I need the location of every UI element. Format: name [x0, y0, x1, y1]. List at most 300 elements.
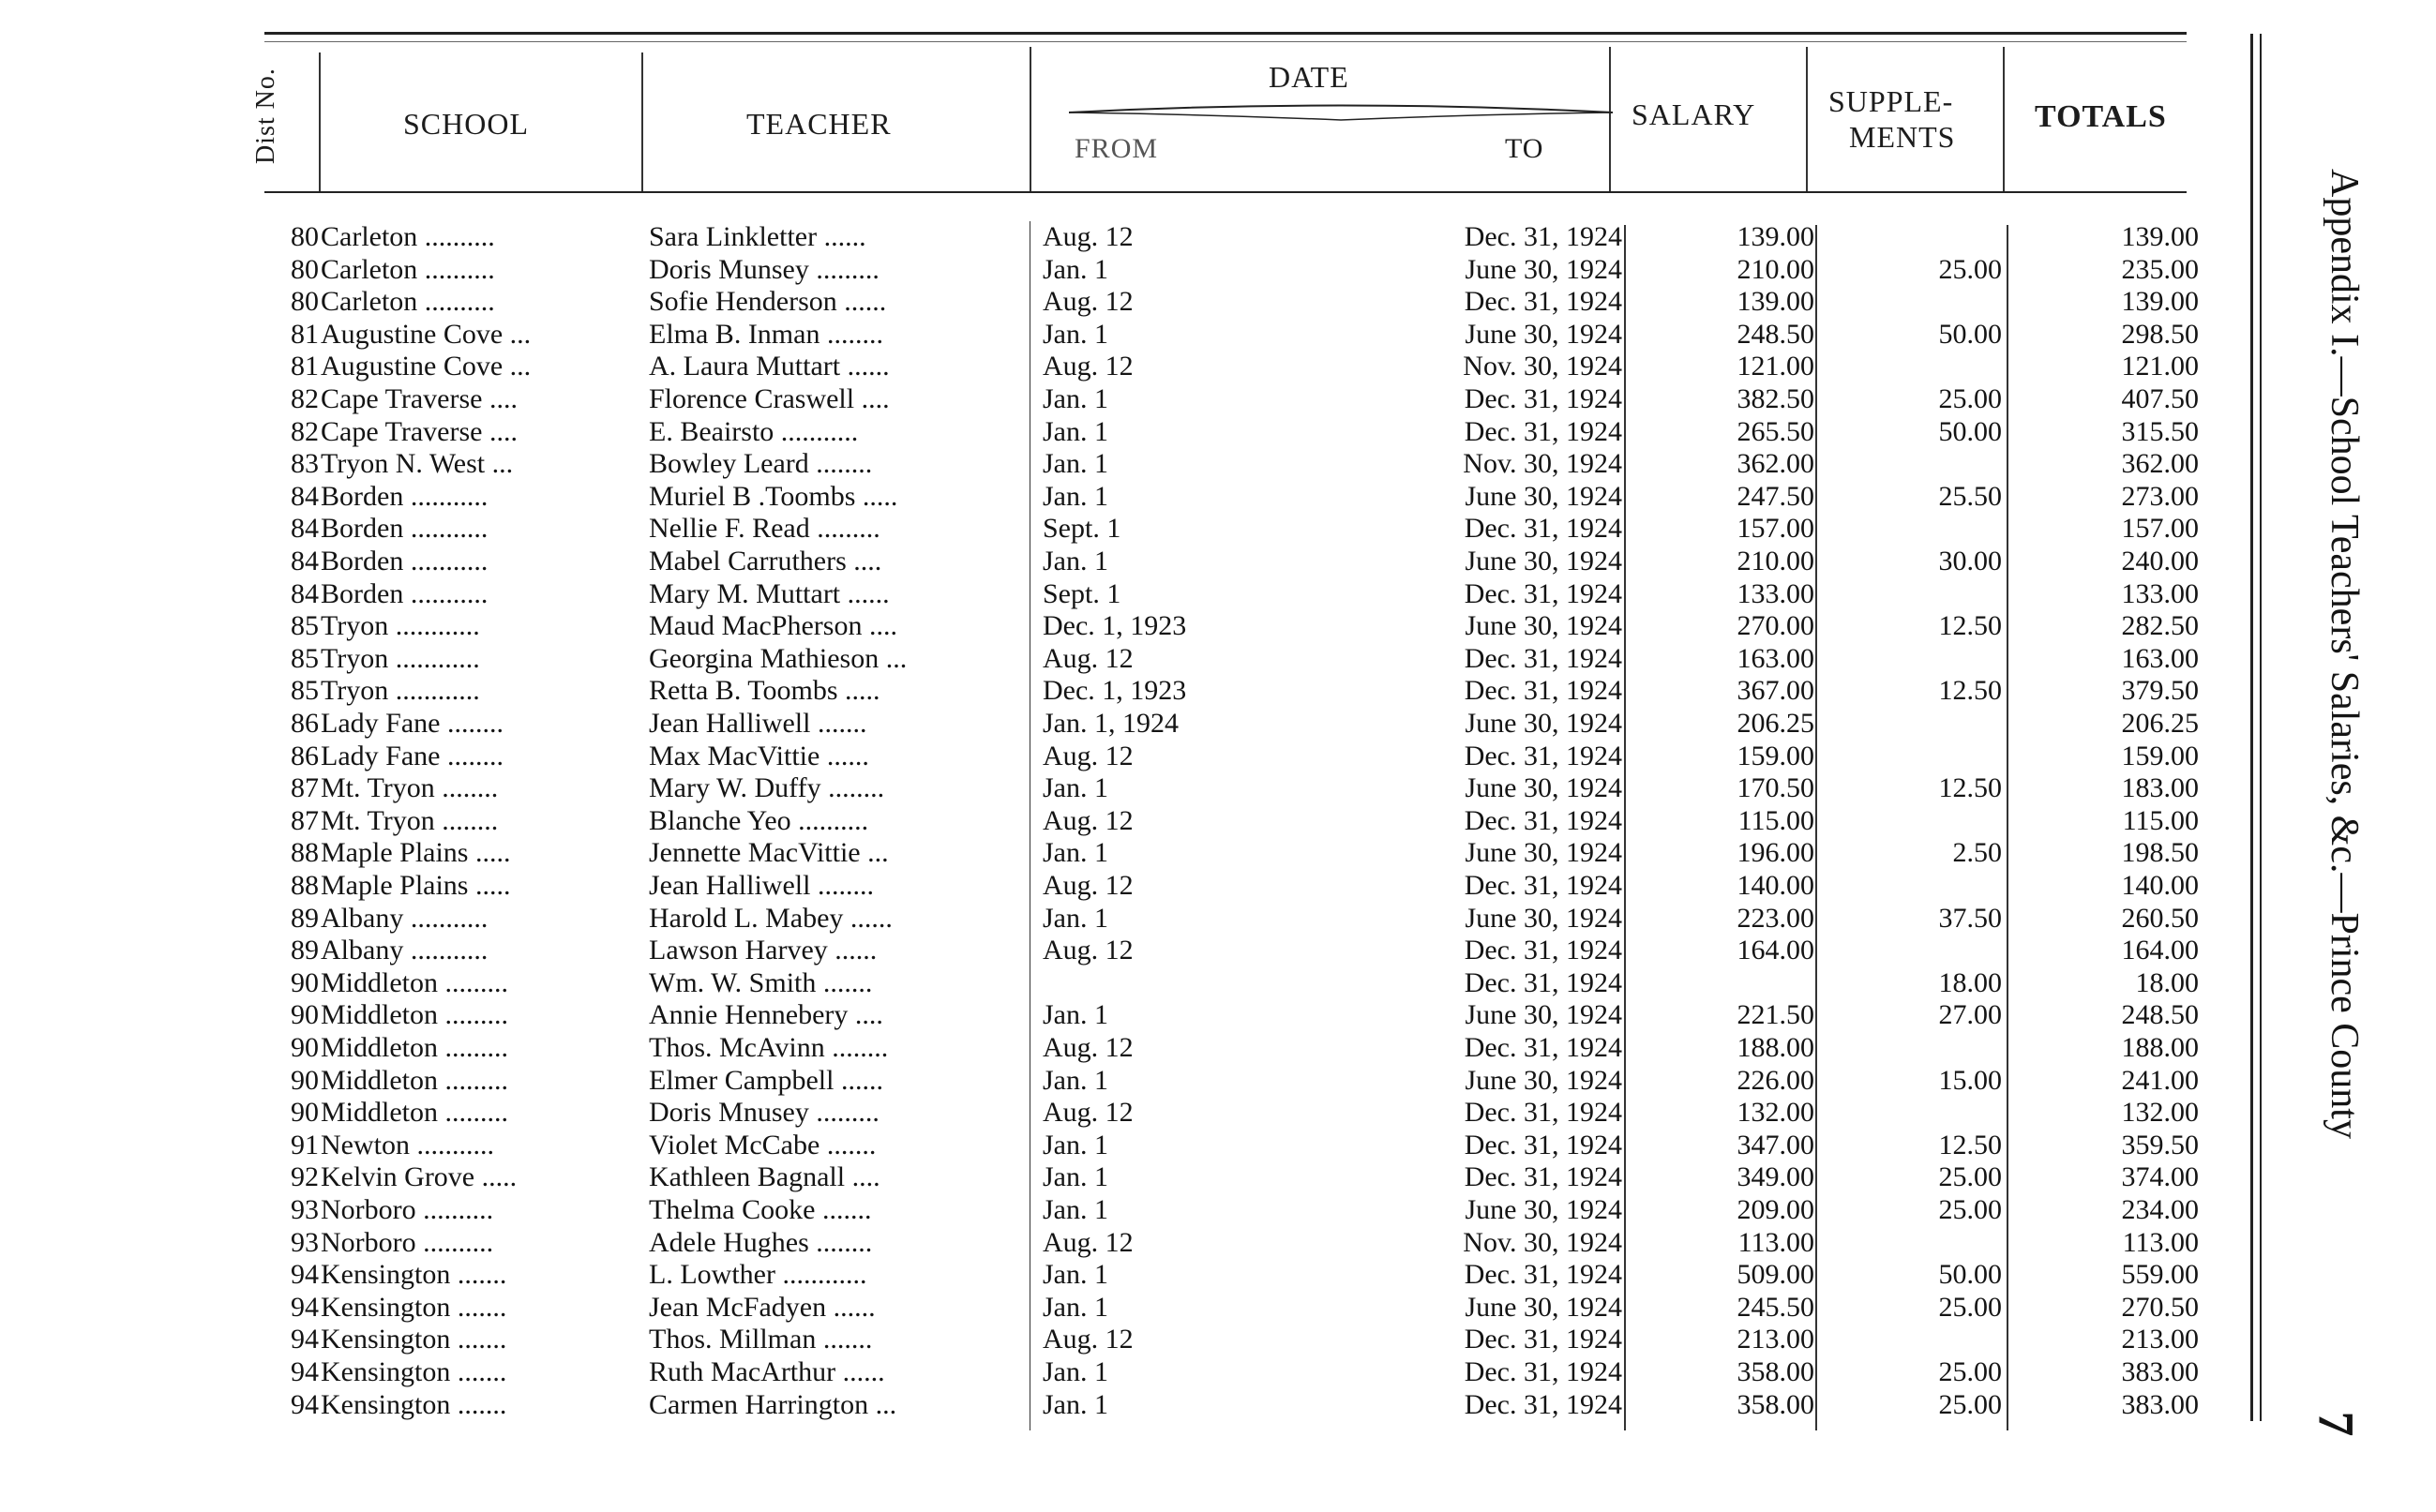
total-cell: 183.00 — [2121, 772, 2199, 804]
dist-no-cell: 84 — [291, 546, 319, 576]
table-row — [0, 351, 2250, 382]
total-cell: 248.50 — [2121, 999, 2199, 1031]
total-cell: 379.50 — [2121, 675, 2199, 707]
total-cell: 234.00 — [2121, 1194, 2199, 1225]
to-date-cell: Dec. 31, 1924 — [1464, 1388, 1622, 1420]
teacher-cell: Elma B. Inman ........ — [649, 318, 883, 350]
school-cell: Albany ........... — [321, 902, 489, 934]
dist-no-cell: 90 — [291, 1097, 319, 1129]
supplements-cell: 12.50 — [1938, 675, 2002, 707]
salary-cell: 209.00 — [1737, 1194, 1814, 1225]
teacher-cell: Kathleen Bagnall .... — [649, 1161, 880, 1193]
total-cell: 133.00 — [2121, 577, 2199, 609]
teacher-cell: Nellie F. Read ......... — [649, 513, 880, 545]
teacher-cell: Jean McFadyen ...... — [649, 1291, 876, 1323]
dist-no-cell: 84 — [291, 513, 319, 545]
school-cell: Carleton .......... — [321, 286, 495, 318]
to-date-cell: June 30, 1924 — [1465, 546, 1622, 576]
table-row — [0, 1161, 2250, 1193]
salary-cell: 509.00 — [1737, 1259, 1814, 1291]
total-cell: 132.00 — [2121, 1097, 2199, 1129]
from-date-cell: Jan. 1, 1924 — [1043, 708, 1179, 739]
teacher-cell: Max MacVittie ...... — [649, 740, 869, 771]
school-cell: Norboro .......... — [321, 1194, 494, 1225]
to-date-cell: June 30, 1924 — [1465, 1194, 1622, 1225]
total-cell: 383.00 — [2121, 1356, 2199, 1387]
dist-no-cell: 81 — [291, 351, 319, 382]
salary-cell: 349.00 — [1737, 1161, 1814, 1193]
table-row — [0, 967, 2250, 999]
supplements-cell: 25.00 — [1938, 1291, 2002, 1323]
from-date-cell: Dec. 1, 1923 — [1043, 610, 1187, 642]
header-separator — [319, 52, 321, 191]
school-cell: Borden ........... — [321, 546, 489, 576]
school-cell: Kensington ....... — [321, 1388, 507, 1420]
from-date-cell: Aug. 12 — [1043, 642, 1134, 674]
top-rule — [264, 32, 2187, 35]
header-from: FROM — [1075, 133, 1159, 164]
from-date-cell: Aug. 12 — [1043, 221, 1134, 252]
salary-cell: 210.00 — [1737, 546, 1814, 576]
table-row — [0, 772, 2250, 804]
school-cell: Mt. Tryon ........ — [321, 804, 499, 836]
from-date-cell: Aug. 12 — [1043, 286, 1134, 318]
school-cell: Carleton .......... — [321, 221, 495, 252]
dist-no-cell: 94 — [291, 1324, 319, 1355]
school-cell: Cape Traverse .... — [321, 415, 518, 447]
to-date-cell: Dec. 31, 1924 — [1464, 1324, 1622, 1355]
total-cell: 140.00 — [2121, 870, 2199, 901]
teacher-cell: Mabel Carruthers .... — [649, 546, 882, 576]
from-date-cell: Jan. 1 — [1043, 1194, 1108, 1225]
header-bottom-rule — [264, 191, 2187, 193]
school-cell: Borden ........... — [321, 577, 489, 609]
table-row — [0, 1259, 2250, 1291]
school-cell: Tryon N. West ... — [321, 448, 514, 480]
teacher-cell: Harold L. Mabey ...... — [649, 902, 893, 934]
top-rule-thin — [264, 41, 2187, 42]
table-row — [0, 1324, 2250, 1355]
dist-no-cell: 91 — [291, 1129, 319, 1160]
table-row — [0, 1389, 2250, 1421]
salary-cell: 132.00 — [1737, 1097, 1814, 1129]
teacher-cell: E. Beairsto ........... — [649, 415, 859, 447]
total-cell: 139.00 — [2121, 286, 2199, 318]
from-date-cell: Jan. 1 — [1043, 1064, 1108, 1096]
school-cell: Newton ........... — [321, 1129, 494, 1160]
table-row — [0, 643, 2250, 675]
from-date-cell: Jan. 1 — [1043, 1259, 1108, 1291]
from-date-cell: Jan. 1 — [1043, 546, 1108, 576]
total-cell: 157.00 — [2121, 513, 2199, 545]
table-row — [0, 319, 2250, 351]
salary-cell: 139.00 — [1737, 286, 1814, 318]
salary-cell: 157.00 — [1737, 513, 1814, 545]
school-cell: Middleton ......... — [321, 966, 508, 998]
header-dist-no: Dist No. — [251, 67, 280, 164]
school-cell: Norboro .......... — [321, 1226, 494, 1258]
side-title: Appendix I.—School Teachers' Salaries, &c.—Prince County — [2323, 169, 2366, 1139]
to-date-cell: Dec. 31, 1924 — [1464, 513, 1622, 545]
total-cell: 374.00 — [2121, 1161, 2199, 1193]
school-cell: Mt. Tryon ........ — [321, 772, 499, 804]
to-date-cell: June 30, 1924 — [1465, 708, 1622, 739]
from-date-cell: Jan. 1 — [1043, 1388, 1108, 1420]
teacher-cell: Sofie Henderson ...... — [649, 286, 887, 318]
to-date-cell: Dec. 31, 1924 — [1464, 1161, 1622, 1193]
to-date-cell: June 30, 1924 — [1465, 772, 1622, 804]
salary-cell: 140.00 — [1737, 870, 1814, 901]
total-cell: 235.00 — [2121, 253, 2199, 285]
teacher-cell: Jennette MacVittie ... — [649, 837, 889, 869]
school-cell: Tryon ............ — [321, 610, 480, 642]
from-date-cell: Jan. 1 — [1043, 1129, 1108, 1160]
dist-no-cell: 86 — [291, 740, 319, 771]
table-row — [0, 741, 2250, 772]
from-date-cell: Jan. 1 — [1043, 318, 1108, 350]
salary-cell: 188.00 — [1737, 1032, 1814, 1063]
teacher-cell: Carmen Harrington ... — [649, 1388, 897, 1420]
to-date-cell: June 30, 1924 — [1465, 837, 1622, 869]
table-row — [0, 383, 2250, 415]
header-separator — [2003, 47, 2005, 191]
from-date-cell: Sept. 1 — [1043, 513, 1121, 545]
school-cell: Kensington ....... — [321, 1356, 507, 1387]
teacher-cell: Sara Linkletter ...... — [649, 221, 866, 252]
school-cell: Augustine Cove ... — [321, 351, 532, 382]
table-row — [0, 870, 2250, 902]
teacher-cell: Adele Hughes ........ — [649, 1226, 873, 1258]
to-date-cell: June 30, 1924 — [1465, 1291, 1622, 1323]
dist-no-cell: 80 — [291, 221, 319, 252]
table-row — [0, 708, 2250, 740]
salary-cell: 226.00 — [1737, 1064, 1814, 1096]
dist-no-cell: 89 — [291, 935, 319, 966]
from-date-cell: Aug. 12 — [1043, 351, 1134, 382]
school-cell: Albany ........... — [321, 935, 489, 966]
table-row — [0, 286, 2250, 318]
table-row — [0, 448, 2250, 480]
salary-cell: 196.00 — [1737, 837, 1814, 869]
total-cell: 407.50 — [2121, 383, 2199, 414]
dist-no-cell: 84 — [291, 577, 319, 609]
supplements-cell: 25.00 — [1938, 1388, 2002, 1420]
school-cell: Middleton ......... — [321, 1032, 508, 1063]
salary-cell: 382.50 — [1737, 383, 1814, 414]
dist-no-cell: 94 — [291, 1291, 319, 1323]
salary-cell: 347.00 — [1737, 1129, 1814, 1160]
teacher-cell: Muriel B .Toombs ..... — [649, 480, 898, 512]
dist-no-cell: 80 — [291, 286, 319, 318]
supplements-cell: 25.00 — [1938, 253, 2002, 285]
supplements-cell: 18.00 — [1938, 966, 2002, 998]
school-cell: Tryon ............ — [321, 642, 480, 674]
supplements-cell: 50.00 — [1938, 415, 2002, 447]
total-cell: 18.00 — [2135, 966, 2199, 998]
from-date-cell: Dec. 1, 1923 — [1043, 675, 1187, 707]
total-cell: 298.50 — [2121, 318, 2199, 350]
total-cell: 559.00 — [2121, 1259, 2199, 1291]
school-cell: Borden ........... — [321, 480, 489, 512]
supplements-cell: 37.50 — [1938, 902, 2002, 934]
school-cell: Middleton ......... — [321, 1064, 508, 1096]
from-date-cell: Jan. 1 — [1043, 480, 1108, 512]
teacher-cell: Annie Hennebery .... — [649, 999, 883, 1031]
from-date-cell: Aug. 12 — [1043, 1226, 1134, 1258]
supplements-cell: 25.50 — [1938, 480, 2002, 512]
from-date-cell: Jan. 1 — [1043, 999, 1108, 1031]
to-date-cell: June 30, 1924 — [1465, 318, 1622, 350]
to-date-cell: Dec. 31, 1924 — [1464, 577, 1622, 609]
table-row — [0, 999, 2250, 1031]
to-date-cell: Dec. 31, 1924 — [1464, 221, 1622, 252]
teacher-cell: Wm. W. Smith ....... — [649, 966, 873, 998]
teacher-cell: Blanche Yeo .......... — [649, 804, 869, 836]
from-date-cell: Aug. 12 — [1043, 935, 1134, 966]
dist-no-cell: 93 — [291, 1194, 319, 1225]
table-row — [0, 546, 2250, 577]
to-date-cell: June 30, 1924 — [1465, 610, 1622, 642]
dist-no-cell: 85 — [291, 642, 319, 674]
total-cell: 113.00 — [2122, 1226, 2199, 1258]
from-date-cell: Aug. 12 — [1043, 1097, 1134, 1129]
to-date-cell: Dec. 31, 1924 — [1464, 1097, 1622, 1129]
dist-no-cell: 94 — [291, 1356, 319, 1387]
header-to: TO — [1505, 133, 1544, 164]
from-date-cell: Jan. 1 — [1043, 837, 1108, 869]
supplements-cell: 25.00 — [1938, 1356, 2002, 1387]
table-row — [0, 837, 2250, 869]
total-cell: 359.50 — [2121, 1129, 2199, 1160]
school-cell: Kensington ....... — [321, 1324, 507, 1355]
teacher-cell: Mary M. Muttart ...... — [649, 577, 890, 609]
salary-cell: 247.50 — [1737, 480, 1814, 512]
total-cell: 206.25 — [2121, 708, 2199, 739]
right-double-rule — [2250, 34, 2253, 1421]
to-date-cell: Nov. 30, 1924 — [1463, 1226, 1622, 1258]
salary-cell: 133.00 — [1737, 577, 1814, 609]
table-row — [0, 1292, 2250, 1324]
from-date-cell: Jan. 1 — [1043, 902, 1108, 934]
to-date-cell: June 30, 1924 — [1465, 253, 1622, 285]
school-cell: Kensington ....... — [321, 1291, 507, 1323]
page-number: 7 — [2308, 1411, 2365, 1437]
total-cell: 315.50 — [2121, 415, 2199, 447]
school-cell: Cape Traverse .... — [321, 383, 518, 414]
header-separator — [641, 52, 643, 191]
table-row — [0, 578, 2250, 610]
to-date-cell: Dec. 31, 1924 — [1464, 966, 1622, 998]
to-date-cell: June 30, 1924 — [1465, 902, 1622, 934]
school-cell: Maple Plains ..... — [321, 837, 511, 869]
total-cell: 282.50 — [2121, 610, 2199, 642]
table-row — [0, 221, 2250, 253]
dist-no-cell: 87 — [291, 804, 319, 836]
school-cell: Middleton ......... — [321, 999, 508, 1031]
salary-cell: 223.00 — [1737, 902, 1814, 934]
dist-no-cell: 83 — [291, 448, 319, 480]
supplements-cell: 27.00 — [1938, 999, 2002, 1031]
from-date-cell: Jan. 1 — [1043, 448, 1108, 480]
dist-no-cell: 90 — [291, 1064, 319, 1096]
salary-cell: 159.00 — [1737, 740, 1814, 771]
to-date-cell: Dec. 31, 1924 — [1464, 286, 1622, 318]
teacher-cell: Maud MacPherson .... — [649, 610, 897, 642]
school-cell: Kensington ....... — [321, 1259, 507, 1291]
teacher-cell: Thos. McAvinn ........ — [649, 1032, 889, 1063]
teacher-cell: Georgina Mathieson ... — [649, 642, 908, 674]
from-date-cell: Aug. 12 — [1043, 1032, 1134, 1063]
from-date-cell: Aug. 12 — [1043, 870, 1134, 901]
teacher-cell: Elmer Campbell ...... — [649, 1064, 883, 1096]
total-cell: 198.50 — [2121, 837, 2199, 869]
header-totals: TOTALS — [2035, 99, 2167, 134]
teacher-cell: Retta B. Toombs ..... — [649, 675, 880, 707]
dist-no-cell: 82 — [291, 415, 319, 447]
table-row — [0, 1065, 2250, 1097]
to-date-cell: June 30, 1924 — [1465, 1064, 1622, 1096]
dist-no-cell: 86 — [291, 708, 319, 739]
to-date-cell: June 30, 1924 — [1465, 480, 1622, 512]
school-cell: Lady Fane ........ — [321, 740, 504, 771]
from-date-cell: Jan. 1 — [1043, 1161, 1108, 1193]
dist-no-cell: 82 — [291, 383, 319, 414]
total-cell: 241.00 — [2121, 1064, 2199, 1096]
to-date-cell: Dec. 31, 1924 — [1464, 1129, 1622, 1160]
salary-cell: 265.50 — [1737, 415, 1814, 447]
dist-no-cell: 85 — [291, 610, 319, 642]
table-row — [0, 1194, 2250, 1226]
school-cell: Borden ........... — [321, 513, 489, 545]
table-row — [0, 513, 2250, 545]
school-cell: Maple Plains ..... — [321, 870, 511, 901]
salary-cell: 362.00 — [1737, 448, 1814, 480]
from-date-cell: Jan. 1 — [1043, 415, 1108, 447]
from-date-cell: Jan. 1 — [1043, 1356, 1108, 1387]
teacher-cell: Doris Munsey ......... — [649, 253, 880, 285]
table-row — [0, 481, 2250, 513]
salary-cell: 245.50 — [1737, 1291, 1814, 1323]
to-date-cell: Nov. 30, 1924 — [1463, 448, 1622, 480]
header-supplements-line1: SUPPLE- — [1828, 84, 1954, 118]
total-cell: 139.00 — [2121, 221, 2199, 252]
table-row — [0, 1130, 2250, 1161]
to-date-cell: Dec. 31, 1924 — [1464, 642, 1622, 674]
school-cell: Lady Fane ........ — [321, 708, 504, 739]
supplements-cell: 50.00 — [1938, 318, 2002, 350]
salary-cell: 367.00 — [1737, 675, 1814, 707]
header-supplements-line2: MENTS — [1849, 120, 1956, 154]
to-date-cell: Dec. 31, 1924 — [1464, 1259, 1622, 1291]
teacher-cell: Florence Craswell .... — [649, 383, 890, 414]
salary-cell: 113.00 — [1737, 1226, 1814, 1258]
total-cell: 115.00 — [2122, 804, 2199, 836]
salary-cell: 170.50 — [1737, 772, 1814, 804]
salary-cell: 221.50 — [1737, 999, 1814, 1031]
dist-no-cell: 89 — [291, 902, 319, 934]
total-cell: 121.00 — [2121, 351, 2199, 382]
table-row — [0, 805, 2250, 837]
salary-cell: 121.00 — [1737, 351, 1814, 382]
from-date-cell: Jan. 1 — [1043, 253, 1108, 285]
school-cell: Middleton ......... — [321, 1097, 508, 1129]
total-cell: 240.00 — [2121, 546, 2199, 576]
dist-no-cell: 92 — [291, 1161, 319, 1193]
total-cell: 273.00 — [2121, 480, 2199, 512]
dist-no-cell: 80 — [291, 253, 319, 285]
dist-no-cell: 84 — [291, 480, 319, 512]
table-row — [0, 903, 2250, 935]
salary-cell: 358.00 — [1737, 1356, 1814, 1387]
header-salary: SALARY — [1632, 97, 1756, 131]
total-cell: 163.00 — [2121, 642, 2199, 674]
total-cell: 213.00 — [2121, 1324, 2199, 1355]
school-cell: Tryon ............ — [321, 675, 480, 707]
from-date-cell: Jan. 1 — [1043, 1291, 1108, 1323]
dist-no-cell: 93 — [291, 1226, 319, 1258]
dist-no-cell: 94 — [291, 1259, 319, 1291]
school-cell: Carleton .......... — [321, 253, 495, 285]
dist-no-cell: 90 — [291, 966, 319, 998]
total-cell: 159.00 — [2121, 740, 2199, 771]
table-row — [0, 1356, 2250, 1388]
teacher-cell: Thos. Millman ....... — [649, 1324, 873, 1355]
teacher-cell: Mary W. Duffy ........ — [649, 772, 885, 804]
supplements-cell: 25.00 — [1938, 1194, 2002, 1225]
teacher-cell: Jean Halliwell ....... — [649, 708, 867, 739]
from-date-cell: Jan. 1 — [1043, 383, 1108, 414]
supplements-cell: 25.00 — [1938, 1161, 2002, 1193]
to-date-cell: June 30, 1924 — [1465, 999, 1622, 1031]
header-separator — [1806, 47, 1808, 191]
dist-no-cell: 90 — [291, 999, 319, 1031]
header-teacher: TEACHER — [746, 107, 892, 141]
dist-no-cell: 81 — [291, 318, 319, 350]
supplements-cell: 25.00 — [1938, 383, 2002, 414]
table-row — [0, 935, 2250, 966]
total-cell: 164.00 — [2121, 935, 2199, 966]
to-date-cell: Dec. 31, 1924 — [1464, 1356, 1622, 1387]
dist-no-cell: 87 — [291, 772, 319, 804]
table-row — [0, 416, 2250, 448]
supplements-cell: 30.00 — [1938, 546, 2002, 576]
dist-no-cell: 94 — [291, 1388, 319, 1420]
salary-cell: 270.00 — [1737, 610, 1814, 642]
table-row — [0, 675, 2250, 707]
salary-cell: 248.50 — [1737, 318, 1814, 350]
from-date-cell: Aug. 12 — [1043, 1324, 1134, 1355]
table-row — [0, 1097, 2250, 1129]
to-date-cell: Dec. 31, 1924 — [1464, 675, 1622, 707]
to-date-cell: Dec. 31, 1924 — [1464, 740, 1622, 771]
from-date-cell: Sept. 1 — [1043, 577, 1121, 609]
table-row — [0, 610, 2250, 642]
dist-no-cell: 88 — [291, 870, 319, 901]
teacher-cell: Violet McCabe ....... — [649, 1129, 877, 1160]
to-date-cell: Dec. 31, 1924 — [1464, 1032, 1622, 1063]
date-brace — [1069, 94, 1613, 131]
teacher-cell: Thelma Cooke ....... — [649, 1194, 872, 1225]
total-cell: 188.00 — [2121, 1032, 2199, 1063]
to-date-cell: Dec. 31, 1924 — [1464, 383, 1622, 414]
salary-cell: 139.00 — [1737, 221, 1814, 252]
salary-cell: 164.00 — [1737, 935, 1814, 966]
salary-cell: 210.00 — [1737, 253, 1814, 285]
teacher-cell: Bowley Leard ........ — [649, 448, 873, 480]
teacher-cell: Ruth MacArthur ...... — [649, 1356, 885, 1387]
to-date-cell: Nov. 30, 1924 — [1463, 351, 1622, 382]
supplements-cell: 15.00 — [1938, 1064, 2002, 1096]
